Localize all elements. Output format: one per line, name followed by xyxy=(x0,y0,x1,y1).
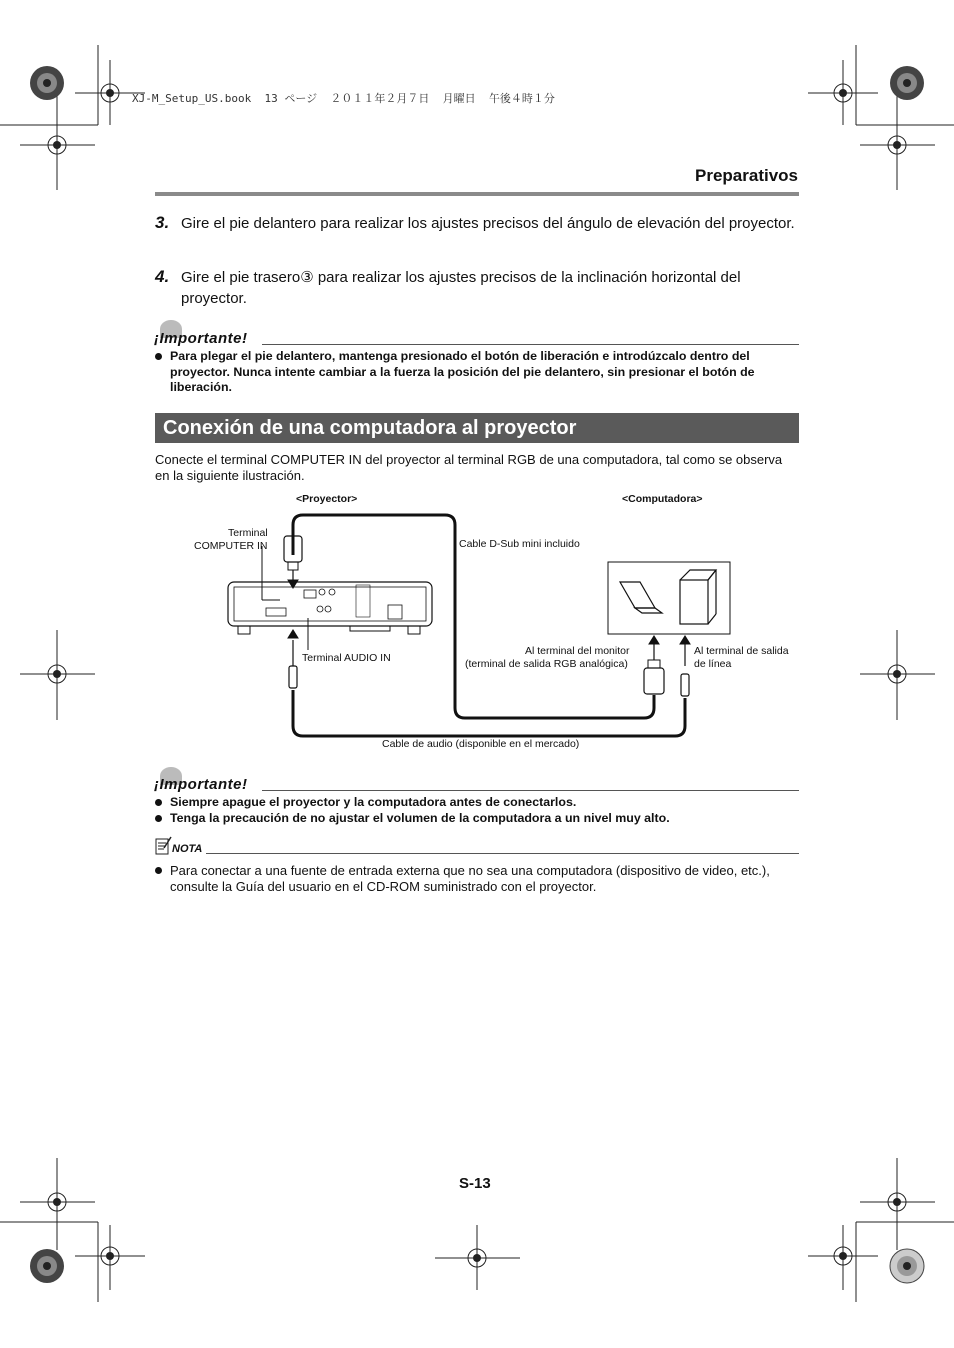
bullet-dot xyxy=(155,799,162,806)
computer-label: <Computadora> xyxy=(622,493,703,505)
line-out-label-2: de línea xyxy=(694,658,732,670)
bullet-dot xyxy=(155,353,162,360)
important-1-rule xyxy=(262,344,799,345)
terminal-computer-in-label-1: Terminal xyxy=(228,527,268,539)
audio-cable xyxy=(293,690,685,736)
step-4-text: Gire el pie trasero③ para realizar los ajustes precisos de la inclinación horizontal del proyector. xyxy=(181,269,741,307)
important-2-bullet-2: Tenga la precaución de no ajustar el volumen de la computadora a un nivel muy alto. xyxy=(170,811,670,825)
dsub-cable-label: Cable D-Sub mini incluido xyxy=(459,538,580,550)
important-1-heading: ¡Importante! xyxy=(154,330,248,347)
step-3-number: 3. xyxy=(155,213,170,232)
terminal-computer-in-label-2: COMPUTER IN xyxy=(194,540,268,552)
connection-intro: Conecte el terminal COMPUTER IN del proyector al terminal RGB de una computadora, tal como se observa en la siguiente ilustración. xyxy=(155,452,783,483)
important-2-rule xyxy=(262,790,799,791)
nota-bullet: Para conectar a una fuente de entrada externa que no sea una computadora (dispositivo de video, etc.), consulte la Guía del usuario en el CD-ROM suministrado con el proyector. xyxy=(170,863,770,894)
audio-cable-label: Cable de audio (disponible en el mercado) xyxy=(382,738,580,750)
important-2-bullet-1: Siempre apague el proyector y la computadora antes de conectarlos. xyxy=(170,795,577,809)
bullet-dot xyxy=(155,815,162,822)
file-header-line: XJ-M_Setup_US.book 13 ページ ２０１１年２月７日 月曜日 午後４時１分 xyxy=(132,92,555,105)
monitor-terminal-label-2: (terminal de salida RGB analógica) xyxy=(465,658,628,670)
line-out-label-1: Al terminal de salida xyxy=(694,645,789,657)
important-2-heading: ¡Importante! xyxy=(154,776,248,793)
nota-rule xyxy=(206,853,799,854)
nota-heading: NOTA xyxy=(172,843,203,855)
section-rule xyxy=(155,192,799,196)
bullet-dot xyxy=(155,867,162,874)
step-3-text: Gire el pie delantero para realizar los ajustes precisos del ángulo de elevación del proyector. xyxy=(181,215,795,232)
note-icon xyxy=(155,836,173,856)
page-number: S-13 xyxy=(459,1175,491,1192)
important-1-bullet: Para plegar el pie delantero, mantenga presionado el botón de liberación e introdúzcalo dentro del proyector. Nunca intente cambiar a la fuerza la posición del pie delantero, sin presionar el botón de liberación. xyxy=(170,349,755,394)
computer-box xyxy=(608,562,730,634)
projector-body xyxy=(228,582,432,626)
monitor-terminal-label-1: Al terminal del monitor xyxy=(525,645,630,657)
section-title: Preparativos xyxy=(695,166,798,185)
connection-title-bar: Conexión de una computadora al proyector xyxy=(155,413,799,443)
audio-plug-projector xyxy=(289,666,297,688)
step-4-number: 4. xyxy=(155,267,170,286)
projector-label: <Proyector> xyxy=(296,493,358,505)
vga-plug-computer xyxy=(644,668,664,694)
terminal-audio-in-label: Terminal AUDIO IN xyxy=(302,652,391,664)
audio-plug-computer xyxy=(681,674,689,696)
